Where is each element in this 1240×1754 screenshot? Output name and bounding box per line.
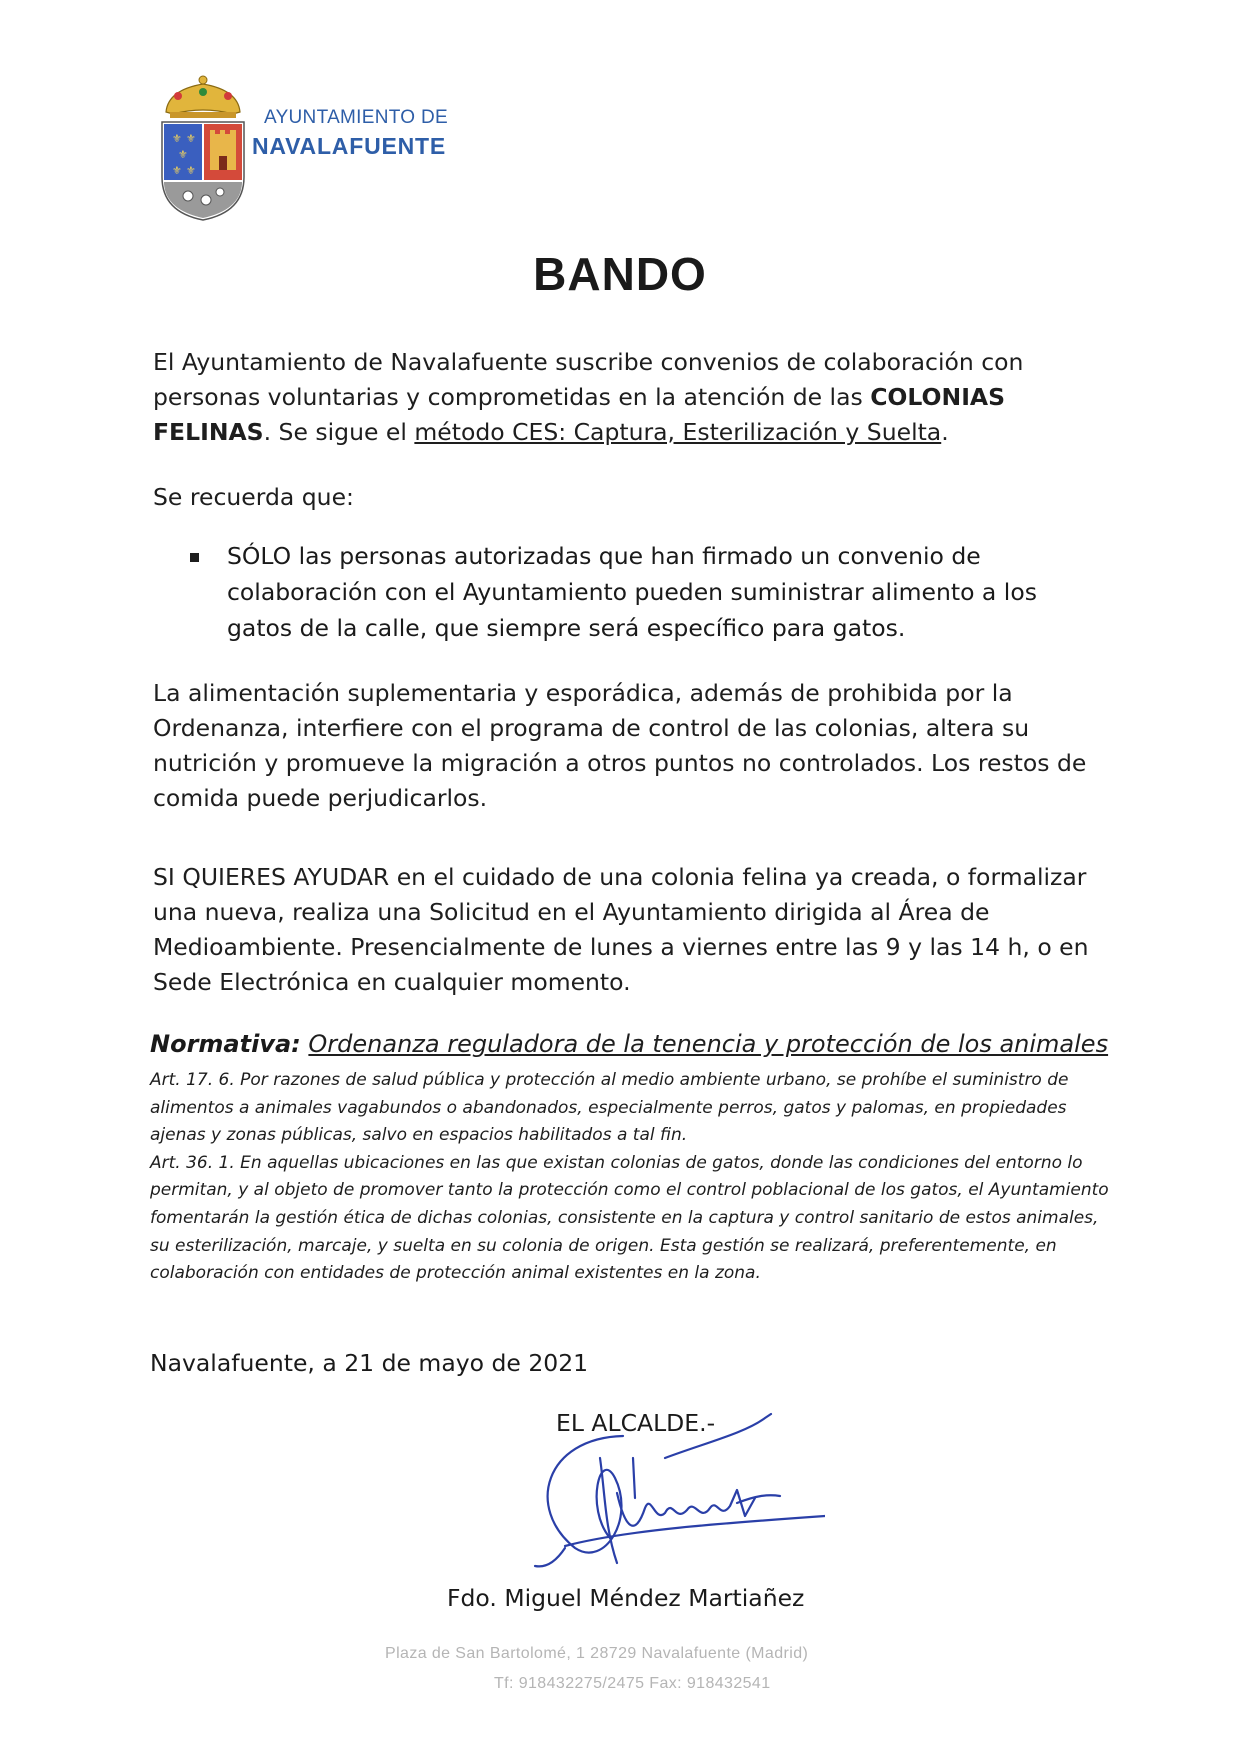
svg-text:⚜: ⚜ xyxy=(172,164,182,177)
svg-text:⚜: ⚜ xyxy=(178,148,188,161)
normativa-heading xyxy=(150,1030,1108,1058)
coat-of-arms-icon xyxy=(158,72,248,222)
intro-text: El Ayuntamiento de Navalafuente suscribe convenios de colaboración con personas voluntarias y comprometidas en la atención de las xyxy=(153,348,1024,411)
ces-method-text: método CES: Captura, Esterilización y Suelta xyxy=(414,418,942,446)
ordenanza-link[interactable]: Ordenanza reguladora de la tenencia y protección de los animales xyxy=(308,1030,1109,1058)
svg-text:⚜: ⚜ xyxy=(172,132,182,145)
document-date: Navalafuente, a 21 de mayo de 2021 xyxy=(150,1349,589,1377)
org-name-line2: NAVALAFUENTE xyxy=(252,133,447,159)
bullet-text: SÓLO las personas autorizadas que han firmado un convenio de colaboración con el Ayuntamiento pueden suministrar alimento a los gatos de la calle, que siempre será específico para gatos. xyxy=(227,542,1037,642)
feeding-paragraph: La alimentación suplementaria y esporádica, además de prohibida por la Ordenanza, interfiere con el programa de control de las colonias, altera su nutrición y promueve la migración a otros puntos no controlados. Los restos de comida puede perjudicarlos. xyxy=(153,679,1087,812)
signatory-name: Fdo. Miguel Méndez Martiañez xyxy=(447,1584,805,1612)
footer-address: Plaza de San Bartolomé, 1 28729 Navalafuente (Madrid) xyxy=(385,1645,809,1662)
page-title: BANDO xyxy=(533,248,707,300)
svg-text:⚜: ⚜ xyxy=(186,164,196,177)
article-36-text: Art. 36. 1. En aquellas ubicaciones en las que existan colonias de gatos, donde las condiciones del entorno lo permitan, y al objeto de promover tanto la protección como el control poblacional de los gatos, el Ayuntamiento fomentarán la gestión ética de dichas colonias, consistente en la captura y control sanitario de estos animales, su esterilización, marcaje, y suelta en su colonia de origen. Esta gestión se realizará, preferentemente, en colaboración con entidades de protección animal existentes en la zona. xyxy=(150,1152,1109,1284)
help-paragraph: SI QUIERES AYUDAR en el cuidado de una colonia felina ya creada, o formalizar una nueva, realiza una Solicitud en el Ayuntamiento dirigida al Área de Medioambiente. Presencialmente de lunes a viernes entre las 9 y las 14 h, o en Sede Electrónica en cualquier momento. xyxy=(153,863,1089,996)
intro-text-3: . xyxy=(941,418,949,446)
article-17-text: Art. 17. 6. Por razones de salud pública y protección al medio ambiente urbano, se prohíbe el suministro de alimentos a animales vagabundos o abandonados, especialmente perros, gatos y palomas, en propiedades ajenas y zonas públicas, salvo en espacios habilitados a tal fin. xyxy=(150,1070,1069,1146)
footer-phone: Tf: 918432275/2475 Fax: 918432541 xyxy=(494,1675,771,1692)
reminder-intro: Se recuerda que: xyxy=(153,483,354,511)
colonias-felinas-emphasis: COLONIAS FELINAS xyxy=(153,383,1006,446)
svg-text:⚜: ⚜ xyxy=(186,132,196,145)
org-name-line1: AYUNTAMIENTO DE xyxy=(264,107,448,128)
signature-role: EL ALCALDE.- xyxy=(556,1409,716,1437)
intro-text-2: . Se sigue el xyxy=(263,418,415,446)
bullet-square-icon xyxy=(190,553,199,562)
normativa-body xyxy=(150,1067,1115,1288)
intro-paragraph xyxy=(153,345,1113,450)
normativa-label: Normativa: xyxy=(150,1030,301,1058)
